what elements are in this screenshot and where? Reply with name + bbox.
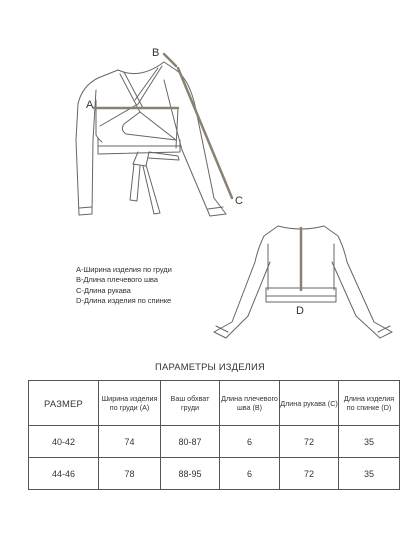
header-chest-width: Ширина изделия по груди (А) [99, 381, 161, 426]
table-title: ПАРАМЕТРЫ ИЗДЕЛИЯ [155, 361, 265, 372]
back-view-sketch [214, 226, 392, 338]
front-view-sketch [76, 54, 232, 216]
header-sleeve-length: Длина рукава (С) [280, 381, 339, 426]
cell-back-length: 35 [339, 426, 400, 458]
cell-sleeve-length: 72 [280, 458, 339, 490]
header-shoulder-length: Длина плечевого шва (В) [220, 381, 280, 426]
header-chest-girth: Ваш обхват груди [161, 381, 220, 426]
cell-chest-girth: 88-95 [161, 458, 220, 490]
cell-chest-width: 78 [99, 458, 161, 490]
cell-sleeve-length: 72 [280, 426, 339, 458]
table-row [29, 426, 400, 458]
size-parameters-table [28, 380, 400, 490]
header-back-length: Длина изделия по спинке (D) [339, 381, 400, 426]
legend-item-c: С-Длина рукава [76, 285, 131, 295]
cell-chest-girth: 80-87 [161, 426, 220, 458]
measurement-legend [76, 265, 172, 307]
legend-item-a: А-Ширина изделия по груди [76, 265, 172, 274]
cell-shoulder-length: 6 [220, 426, 280, 458]
legend-item-b: В-Длина плечевого шва [76, 275, 158, 285]
callout-b: B [152, 47, 160, 59]
table-header-row [29, 381, 400, 426]
callout-d: D [296, 305, 304, 317]
legend-item-d: D-Длина изделия по спинке [76, 296, 172, 306]
cell-back-length: 35 [339, 458, 400, 490]
cell-shoulder-length: 6 [220, 458, 280, 490]
cell-chest-width: 74 [99, 426, 161, 458]
callout-a: A [86, 99, 94, 111]
cell-size: 40-42 [29, 426, 99, 458]
table-row [29, 458, 400, 490]
header-size: РАЗМЕР [29, 381, 99, 426]
cell-size: 44-46 [29, 458, 99, 490]
callout-c: C [235, 195, 243, 207]
